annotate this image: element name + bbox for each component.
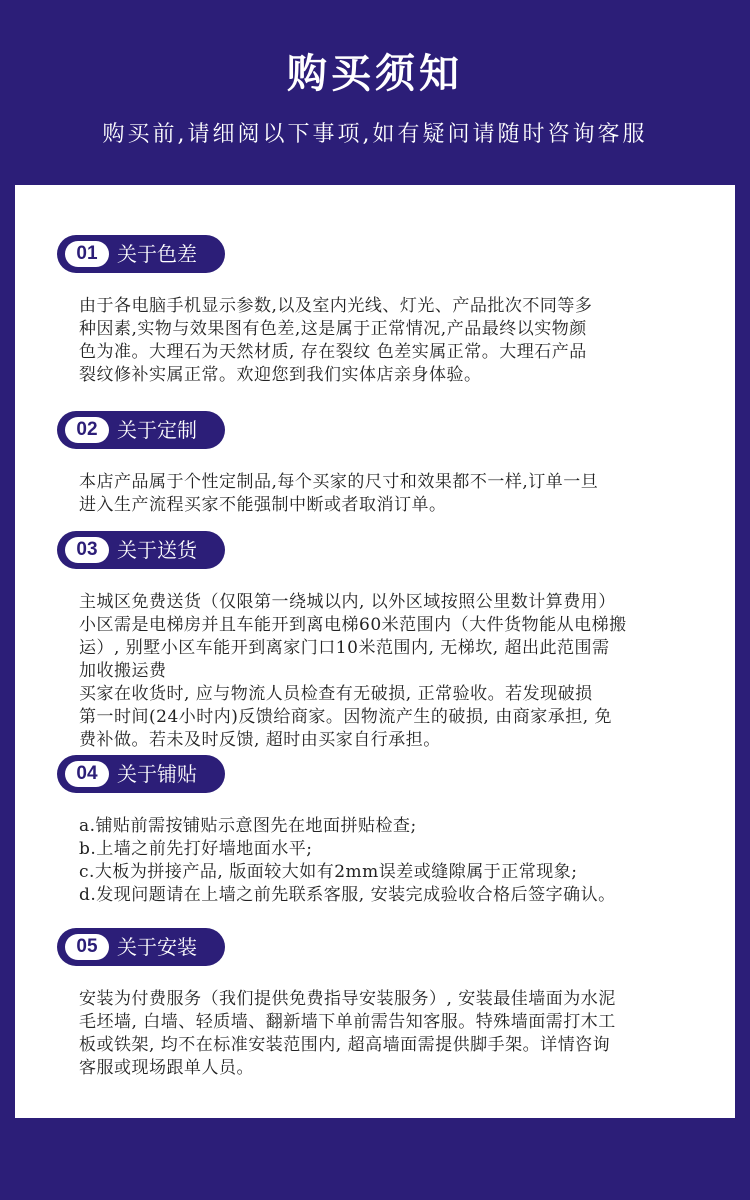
section-body bbox=[79, 988, 709, 1080]
body-line: 买家在收货时, 应与物流人员检查有无破损, 正常验收。若发现破损 bbox=[79, 684, 593, 704]
section-number: 02 bbox=[65, 417, 109, 443]
page-title: 购买须知 bbox=[287, 51, 463, 97]
section-heading-badge bbox=[57, 235, 225, 273]
body-line: 第一时间(24小时内)反馈给商家。因物流产生的破损, 由商家承担, 免 bbox=[79, 707, 613, 727]
body-line: 进入生产流程买家不能强制中断或者取消订单。 bbox=[79, 495, 447, 515]
section-heading: 关于送货 bbox=[117, 538, 197, 562]
body-line: 运）, 别墅小区车能开到离家门口10米范围内, 无梯坎, 超出此范围需 bbox=[79, 638, 610, 658]
section-heading: 关于安装 bbox=[117, 935, 197, 959]
section-heading-badge bbox=[57, 928, 225, 966]
page-subtitle: 购买前,请细阅以下事项,如有疑问请随时咨询客服 bbox=[102, 122, 648, 147]
body-line: 费补做。若未及时反馈, 超时由买家自行承担。 bbox=[79, 730, 441, 750]
body-line: 色为准。大理石为天然材质, 存在裂纹 色差实属正常。大理石产品 bbox=[79, 342, 587, 362]
section-number: 01 bbox=[65, 241, 109, 267]
section-body bbox=[79, 295, 709, 387]
section-heading: 关于色差 bbox=[117, 242, 197, 266]
body-line: b.上墙之前先打好墙地面水平; bbox=[79, 839, 313, 859]
section-body bbox=[79, 471, 709, 517]
page-header bbox=[0, 0, 750, 180]
section-heading: 关于铺贴 bbox=[117, 762, 197, 786]
body-line: 由于各电脑手机显示参数,以及室内光线、灯光、产品批次不同等多 bbox=[79, 296, 593, 316]
body-line: 种因素,实物与效果图有色差,这是属于正常情况,产品最终以实物颜 bbox=[79, 319, 587, 339]
section-number: 05 bbox=[65, 934, 109, 960]
section-heading-badge bbox=[57, 531, 225, 569]
body-line: c.大板为拼接产品, 版面较大如有2mm误差或缝隙属于正常现象; bbox=[79, 862, 578, 882]
section-number: 04 bbox=[65, 761, 109, 787]
body-line: 毛坯墙, 白墙、轻质墙、翻新墙下单前需告知客服。特殊墙面需打木工 bbox=[79, 1012, 616, 1032]
body-line: 客服或现场跟单人员。 bbox=[79, 1058, 254, 1078]
body-line: 加收搬运费 bbox=[79, 661, 167, 681]
section-heading-badge bbox=[57, 755, 225, 793]
body-line: a.铺贴前需按铺贴示意图先在地面拼贴检查; bbox=[79, 816, 417, 836]
body-line: 板或铁架, 均不在标准安装范围内, 超高墙面需提供脚手架。详情咨询 bbox=[79, 1035, 611, 1055]
section-number: 03 bbox=[65, 537, 109, 563]
section-body bbox=[79, 591, 709, 752]
section-heading-badge bbox=[57, 411, 225, 449]
section-body bbox=[79, 815, 709, 907]
body-line: 小区需是电梯房并且车能开到离电梯60米范围内（大件货物能从电梯搬 bbox=[79, 615, 627, 635]
body-line: 安装为付费服务（我们提供免费指导安装服务）, 安装最佳墙面为水泥 bbox=[79, 989, 616, 1009]
body-line: 裂纹修补实属正常。欢迎您到我们实体店亲身体验。 bbox=[79, 365, 482, 385]
notice-panel bbox=[15, 185, 735, 1118]
section-heading: 关于定制 bbox=[117, 418, 197, 442]
body-line: d.发现问题请在上墙之前先联系客服, 安装完成验收合格后签字确认。 bbox=[79, 885, 616, 905]
body-line: 本店产品属于个性定制品,每个买家的尺寸和效果都不一样,订单一旦 bbox=[79, 472, 599, 492]
body-line: 主城区免费送货（仅限第一绕城以内, 以外区域按照公里数计算费用） bbox=[79, 592, 616, 612]
